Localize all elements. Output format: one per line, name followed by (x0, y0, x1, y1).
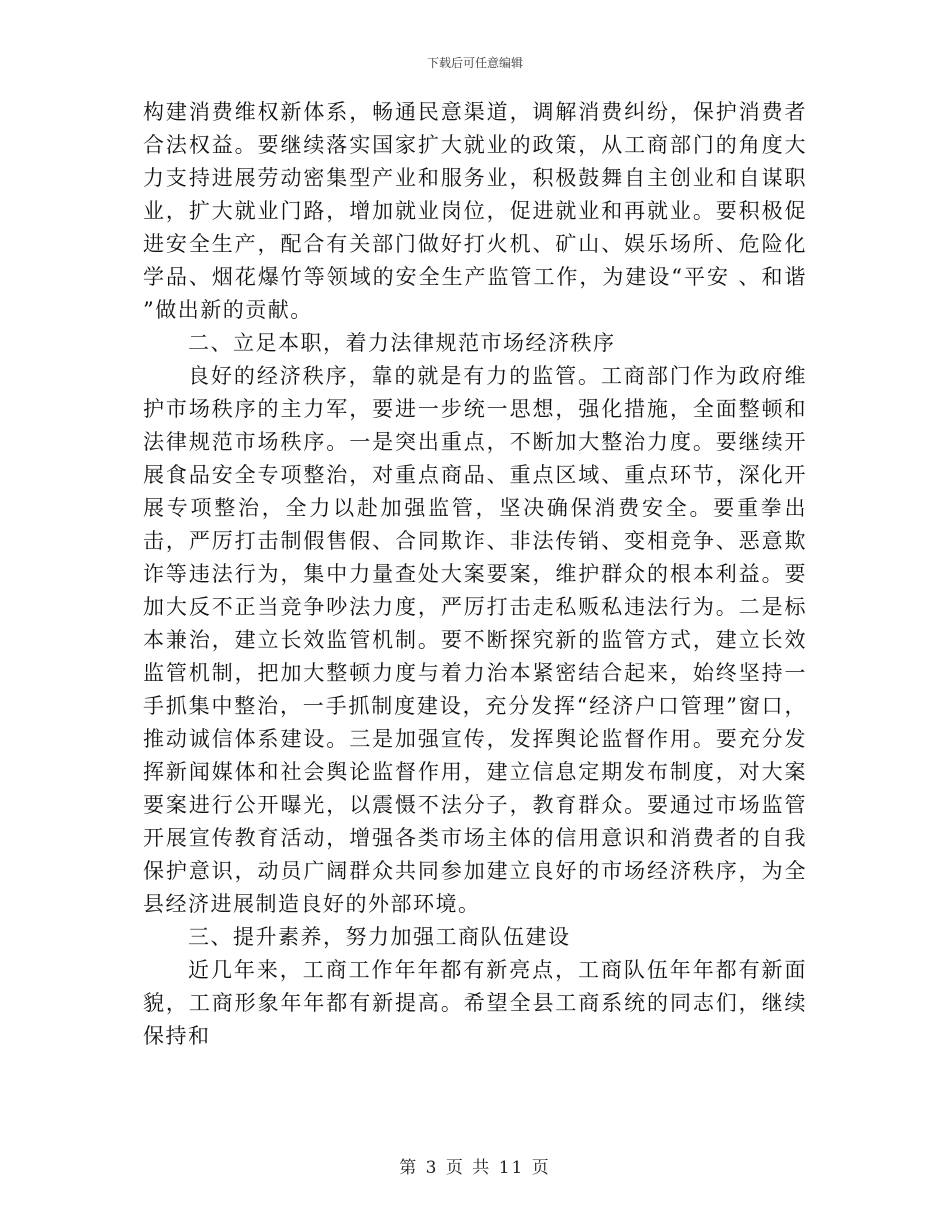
paragraph-2: 良好的经济秩序，靠的就是有力的监管。工商部门作为政府维护市场秩序的主力军，要进一步统一思想，强化措施，全面整顿和法律规范市场秩序。一是突出重点，不断加大整治力度。要继续开展食品安全专项整治，对重点商品、重点区域、重点环节，深化开展专项整治，全力以赴加强监管，坚决确保消费安全。要重拳出击，严厉打击制假售假、合同欺诈、非法传销、变相竞争、恶意欺诈等违法行为，集中力量查处大案要案，维护群众的根本利益。要加大反不正当竞争吵法力度，严厉打击走私贩私违法行为。二是标本兼治，建立长效监管机制。要不断探究新的监管方式，建立长效监管机制，把加大整顿力度与着力治本紧密结合起来，始终坚持一手抓集中整治，一手抓制度建设，充分发挥“经济户口管理”窗口，推动诚信体系建设。三是加强宣传，发挥舆论监督作用。要充分发挥新闻媒体和社会舆论监督作用，建立信息定期发布制度，对大案要案进行公开曝光，以震慑不法分子，教育群众。要通过市场监管开展宣传教育活动，增强各类市场主体的信用意识和消费者的自我保护意识，动员广阔群众共同参加建立良好的市场经济秩序，为全县经济进展制造良好的外部环境。 (143, 364, 807, 916)
paragraph-3: 近几年来，工商工作年年都有新亮点，工商队伍年年都有新面貌，工商形象年年都有新提高。希望全县工商系统的同志们，继续保持和 (143, 958, 807, 1048)
paragraph-1: 构建消费维权新体系，畅通民意渠道，调解消费纠纷，保护消费者合法权益。要继续落实国家扩大就业的政策，从工商部门的角度大力支持进展劳动密集型产业和服务业，积极鼓舞自主创业和自谋职业，扩大就业门路，增加就业岗位，促进就业和再就业。要积极促进安全生产，配合有关部门做好打火机、矿山、娱乐场所、危险化学品、烟花爆竹等领域的安全生产监管工作，为建设“平安 、和谐 ”做出新的贡献。 (143, 100, 807, 322)
page-header: 下载后可任意编辑 (426, 56, 523, 70)
page-number-footer: 第 3 页 共 11 页 (399, 1158, 551, 1178)
section-heading-2: 二、立足本职，着力法律规范市场经济秩序 (188, 331, 616, 355)
document-body (143, 96, 807, 1053)
section-heading-3: 三、提升素养，努力加强工商队伍建设 (188, 925, 571, 949)
